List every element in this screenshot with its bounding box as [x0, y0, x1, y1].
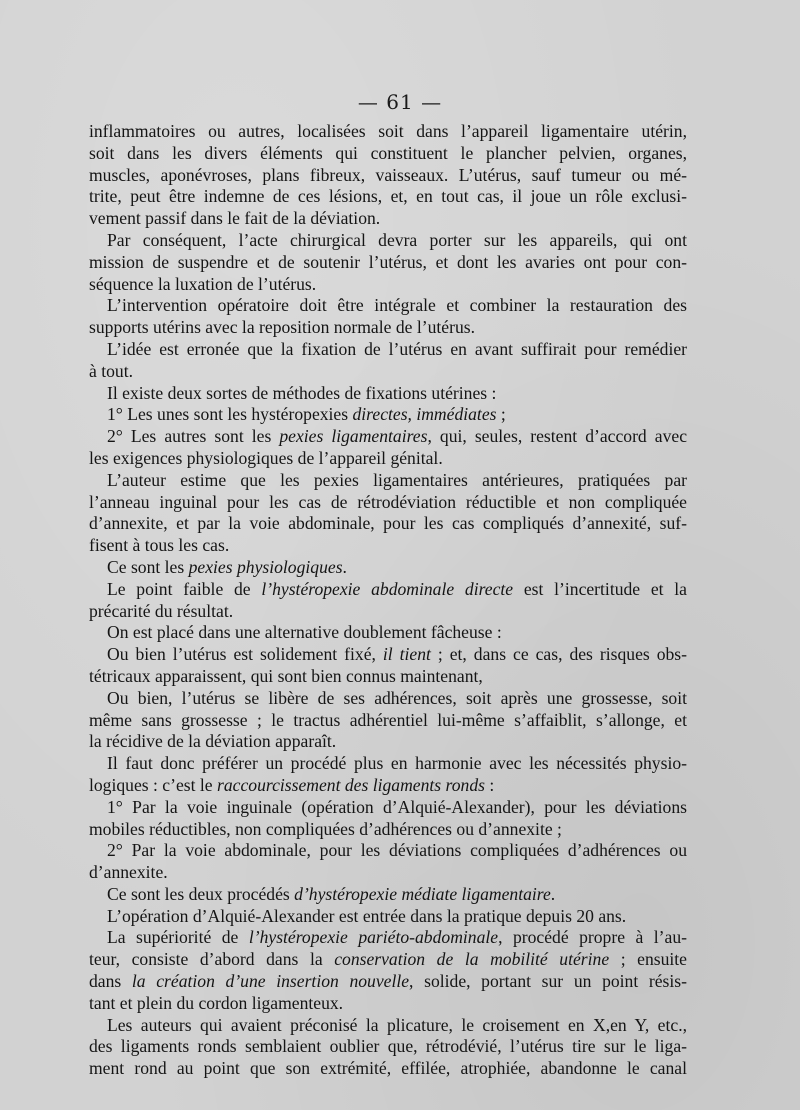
- text-line: [89, 840, 687, 862]
- text-line: [89, 165, 687, 187]
- text-line: [89, 121, 687, 143]
- text-segment: :: [484, 774, 495, 795]
- text-segment: Ou bien, l’utérus se libère de ses adhérences, soit après une grossesse, soit: [107, 687, 687, 708]
- text-segment: Par conséquent, l’acte chirurgical devra porter sur les appareils, qui ont: [107, 229, 687, 250]
- italic-text-segment: il tient: [382, 644, 431, 665]
- text-segment: 1° Les unes sont les hystéropexies: [107, 404, 353, 425]
- text-line: [89, 448, 687, 470]
- italic-text-segment: l’hystéropexie pariéto-abdominale: [248, 927, 499, 948]
- text-segment: les exigences physiologiques de l’appareil génital.: [89, 447, 443, 468]
- text-segment: 2° Par la voie abdominale, pour les déviations compliquées d’adhérences ou: [107, 840, 687, 861]
- text-segment: 2° Les autres sont les: [107, 426, 280, 447]
- text-line: [89, 819, 687, 841]
- text-segment: mission de suspendre et de soutenir l’utérus, et dont les avaries ont pour con-: [89, 251, 687, 272]
- text-line: [89, 579, 687, 601]
- text-segment: séquence la luxation de l’utérus.: [89, 273, 317, 294]
- text-line: [89, 993, 687, 1015]
- italic-text-segment: raccourcissement des ligaments ronds: [217, 774, 485, 795]
- text-segment: Les auteurs qui avaient préconisé la plicature, le croisement en X,en Y, etc.,: [107, 1014, 687, 1035]
- text-segment: trite, peut être indemne de ces lésions, et, en tout cas, il joue un rôle exclusi-: [89, 186, 687, 207]
- text-segment: Ce sont les deux procédés: [107, 883, 295, 904]
- text-segment: des ligaments ronds semblaient oublier que, rétrodévié, l’utérus tire sur le liga-: [89, 1036, 687, 1057]
- italic-text-segment: pexies physiologiques: [188, 556, 343, 577]
- text-line: [89, 644, 687, 666]
- text-line: [89, 622, 687, 644]
- text-segment: .: [342, 556, 347, 577]
- text-segment: L’idée est erronée que la fixation de l’utérus en avant suffirait pour remédier: [107, 338, 687, 359]
- text-line: [89, 775, 687, 797]
- text-segment: , procédé propre à l’au-: [498, 927, 687, 948]
- text-segment: d’annexite.: [89, 862, 168, 883]
- text-segment: fisent à tous les cas.: [89, 535, 230, 556]
- text-segment: ;: [496, 404, 506, 425]
- text-line: [89, 710, 687, 732]
- text-segment: soit dans les divers éléments qui constituent le plancher pelvien, organes,: [89, 142, 687, 163]
- text-line: [89, 688, 687, 710]
- italic-text-segment: l’hystéropexie abdominale directe: [261, 578, 514, 599]
- text-segment: La supériorité de: [107, 927, 249, 948]
- text-segment: la récidive de la déviation apparaît.: [89, 731, 337, 752]
- text-line: [89, 1015, 687, 1037]
- text-segment: L’opération d’Alquié-Alexander est entrée dans la pratique depuis 20 ans.: [107, 905, 627, 926]
- text-segment: tétricaux apparaissent, qui sont bien connus maintenant,: [89, 665, 483, 686]
- text-body: [89, 121, 687, 1080]
- text-line: [89, 492, 687, 514]
- text-line: [89, 404, 687, 426]
- text-line: [89, 797, 687, 819]
- text-segment: Il existe deux sortes de méthodes de fixations utérines :: [107, 382, 497, 403]
- text-line: [89, 927, 687, 949]
- text-segment: ; et, dans ce cas, des risques obs-: [430, 644, 687, 665]
- text-line: [89, 208, 687, 230]
- text-segment: On est placé dans une alternative doublement fâcheuse :: [107, 622, 502, 643]
- text-line: [89, 601, 687, 623]
- italic-text-segment: la création d’une insertion nouvelle: [131, 971, 410, 992]
- text-segment: Ou bien l’utérus est solidement fixé,: [107, 644, 383, 665]
- text-segment: L’auteur estime que les pexies ligamentaires antérieures, pratiquées par: [107, 469, 687, 490]
- text-segment: .: [550, 883, 556, 904]
- text-line: [89, 230, 687, 252]
- italic-text-segment: pexies ligamentaires: [279, 426, 428, 447]
- text-line: [89, 1058, 687, 1080]
- text-segment: précarité du résultat.: [89, 600, 234, 621]
- text-line: [89, 426, 687, 448]
- text-line: [89, 339, 687, 361]
- text-segment: dans: [89, 971, 132, 992]
- italic-text-segment: directes, immédiates: [352, 404, 497, 425]
- text-segment: Il faut donc préférer un procédé plus en harmonie avec les nécessités physio-: [107, 753, 687, 774]
- text-segment: Ce sont les: [107, 556, 189, 577]
- text-segment: est l’incertitude et la: [513, 578, 687, 599]
- text-line: [89, 143, 687, 165]
- text-segment: mobiles réductibles, non compliquées d’adhérences ou d’annexite ;: [89, 818, 562, 839]
- text-line: [89, 186, 687, 208]
- text-line: [89, 361, 687, 383]
- text-line: [89, 295, 687, 317]
- page-number: — 61 —: [357, 90, 443, 114]
- text-line: [89, 252, 687, 274]
- text-line: [89, 884, 687, 906]
- text-segment: , solide, portant sur un point résis-: [409, 971, 687, 992]
- italic-text-segment: d’hystéropexie médiate ligamentaire: [294, 883, 551, 904]
- text-line: [89, 513, 687, 535]
- text-line: [89, 862, 687, 884]
- text-line: [89, 666, 687, 688]
- text-segment: logiques : c’est le: [89, 774, 218, 795]
- text-line: [89, 470, 687, 492]
- text-line: [89, 1036, 687, 1058]
- text-segment: ment rond au point que son extrémité, effilée, atrophiée, abandonne le canal: [89, 1058, 687, 1079]
- text-line: [89, 317, 687, 339]
- text-line: [89, 753, 687, 775]
- text-line: [89, 535, 687, 557]
- text-segment: ; ensuite: [609, 949, 687, 970]
- text-segment: supports utérins avec la reposition normale de l’utérus.: [89, 317, 475, 338]
- text-line: [89, 274, 687, 296]
- text-line: [89, 383, 687, 405]
- text-segment: vement passif dans le fait de la déviation.: [89, 208, 381, 229]
- text-segment: même sans grossesse ; le tractus adhérentiel lui-même s’affaiblit, s’allonge, et: [89, 709, 687, 730]
- text-segment: L’intervention opératoire doit être intégrale et combiner la restauration des: [107, 295, 687, 316]
- text-segment: tant et plein du cordon ligamenteux.: [89, 992, 344, 1013]
- text-segment: d’annexite, et par la voie abdominale, pour les cas compliqués d’annexité, suf-: [89, 513, 687, 534]
- text-line: [89, 731, 687, 753]
- text-segment: à tout.: [89, 360, 133, 381]
- text-segment: l’anneau inguinal pour les cas de rétrodéviation réductible et non compliquée: [89, 491, 687, 512]
- text-segment: teur, consiste d’abord dans la: [89, 949, 335, 970]
- text-line: [89, 949, 687, 971]
- text-segment: Le point faible de: [107, 578, 262, 599]
- text-segment: , qui, seules, restent d’accord avec: [427, 426, 687, 447]
- text-segment: inflammatoires ou autres, localisées soit dans l’appareil ligamentaire utérin,: [89, 121, 687, 141]
- text-line: [89, 906, 687, 928]
- text-line: [89, 557, 687, 579]
- text-segment: muscles, aponévroses, plans fibreux, vaisseaux. L’utérus, sauf tumeur ou mé-: [89, 164, 687, 185]
- italic-text-segment: conservation de la mobilité utérine: [334, 949, 610, 970]
- text-segment: 1° Par la voie inguinale (opération d’Alquié-Alexander), pour les déviations: [107, 796, 687, 817]
- text-line: [89, 971, 687, 993]
